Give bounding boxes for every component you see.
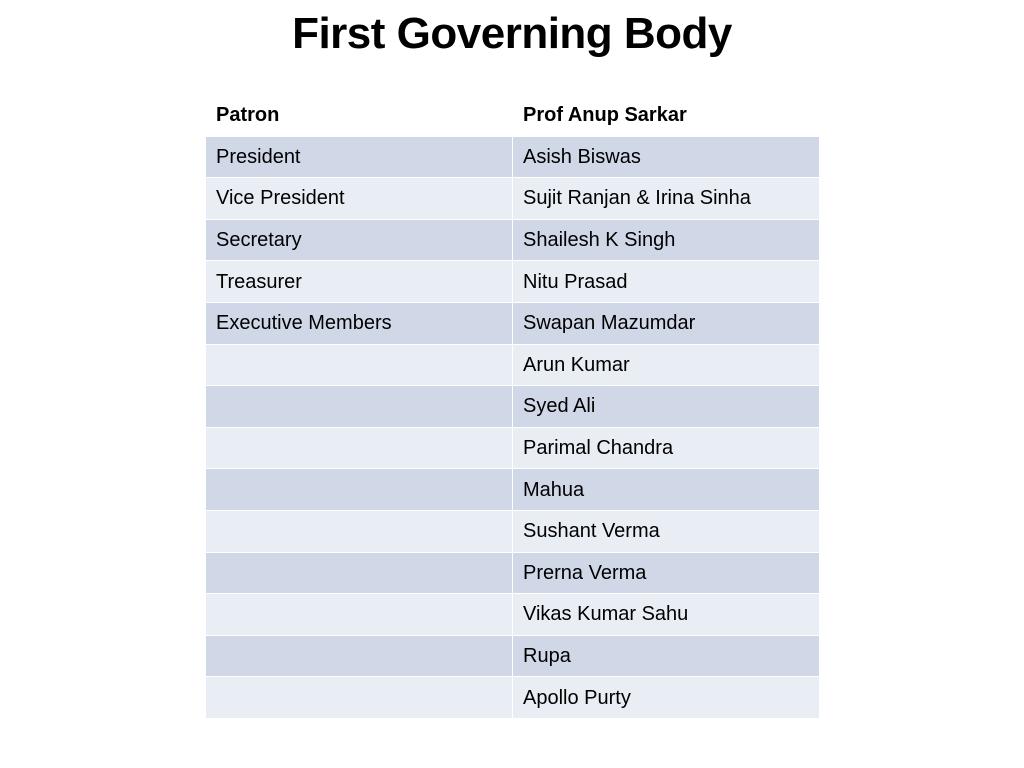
role-cell [206,635,513,677]
name-cell: Apollo Purty [513,677,820,719]
name-cell: Sushant Verma [513,510,820,552]
table-row [206,178,820,220]
name-cell: Asish Biswas [513,136,820,178]
name-cell: Swapan Mazumdar [513,302,820,344]
table-row [206,510,820,552]
role-cell: Treasurer [206,261,513,303]
role-cell: Secretary [206,219,513,261]
role-cell [206,677,513,719]
table-row [206,469,820,511]
table-row [206,386,820,428]
role-cell [206,469,513,511]
name-cell: Prerna Verma [513,552,820,594]
table-row [206,302,820,344]
name-cell: Sujit Ranjan & Irina Sinha [513,178,820,220]
table-row [206,427,820,469]
role-cell [206,510,513,552]
table-row [206,594,820,636]
role-cell [206,344,513,386]
role-cell [206,552,513,594]
page-title: First Governing Body [292,9,732,58]
role-cell: President [206,136,513,178]
table-row [206,635,820,677]
table-row [206,552,820,594]
governing-body-table [205,94,820,719]
name-cell: Vikas Kumar Sahu [513,594,820,636]
table-row [206,219,820,261]
role-cell [206,594,513,636]
role-cell [206,427,513,469]
name-cell: Arun Kumar [513,344,820,386]
name-cell: Shailesh K Singh [513,219,820,261]
name-cell: Parimal Chandra [513,427,820,469]
role-cell: Vice President [206,178,513,220]
name-cell: Mahua [513,469,820,511]
name-cell: Rupa [513,635,820,677]
role-cell: Patron [206,95,513,137]
table-row [206,136,820,178]
name-cell: Prof Anup Sarkar [513,95,820,137]
table-row [206,677,820,719]
table-row [206,261,820,303]
name-cell: Nitu Prasad [513,261,820,303]
role-cell: Executive Members [206,302,513,344]
table-header-row [206,95,820,137]
table-row [206,344,820,386]
role-cell [206,386,513,428]
name-cell: Syed Ali [513,386,820,428]
